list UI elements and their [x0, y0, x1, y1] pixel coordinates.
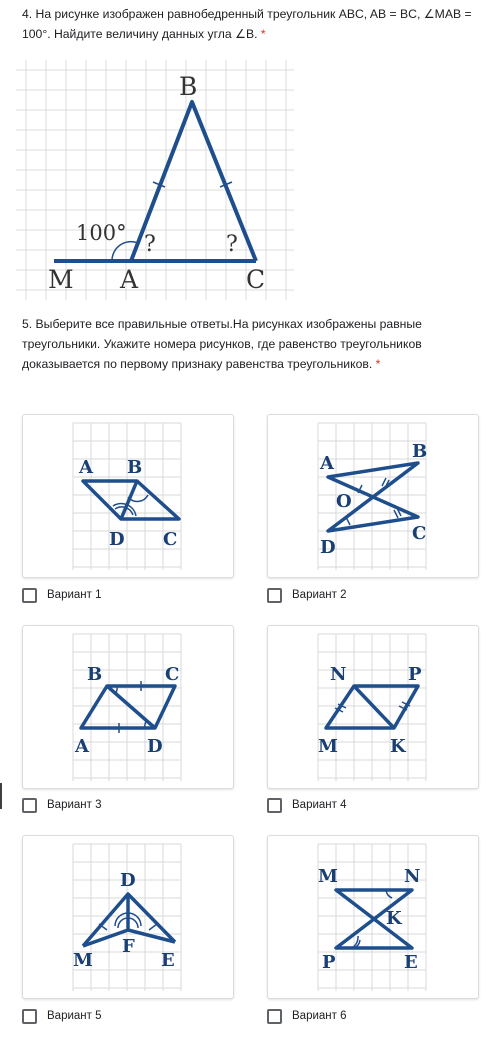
fig3-label-d: D — [147, 736, 163, 757]
option-3-checkbox-row[interactable] — [22, 796, 102, 814]
option-4-checkbox[interactable] — [267, 798, 282, 813]
question-4-title: 4. На рисунке изображен равнобедренный треугольник ABC, AB = BC, ∠MAB = 100°. Найдите величину данных угла ∠B. — [22, 7, 472, 41]
fig4-label-m: M — [318, 736, 338, 757]
option-5-label: Вариант 5 — [47, 1010, 102, 1022]
fig3-label-a: A — [75, 736, 89, 757]
option-1-checkbox-row[interactable] — [22, 586, 102, 604]
fig5-label-e: E — [161, 950, 175, 971]
option-4-label: Вариант 4 — [292, 799, 347, 811]
fig5-label-d: D — [120, 870, 136, 891]
question-5-text — [22, 314, 477, 374]
fig6-label-e: E — [404, 952, 418, 973]
option-3-checkbox[interactable] — [22, 798, 37, 813]
option-2-label: Вариант 2 — [292, 589, 347, 601]
fig6-label-p: P — [322, 952, 336, 973]
option-2-checkbox[interactable] — [267, 588, 282, 603]
fig6-label-n: N — [404, 866, 421, 887]
fig2-label-d: D — [320, 537, 336, 558]
fig2-label-a: A — [320, 453, 334, 474]
fig6-label-m: M — [318, 866, 338, 887]
option-4-image — [267, 625, 479, 789]
option-6-image — [267, 835, 479, 999]
label-q1: ? — [144, 232, 156, 257]
required-asterisk: * — [375, 357, 381, 371]
option-6-checkbox[interactable] — [267, 1009, 282, 1024]
option-3-image — [22, 625, 234, 789]
fig4-label-k: K — [390, 736, 406, 757]
scroll-marker — [0, 783, 2, 809]
fig1-label-b: B — [127, 457, 143, 478]
label-angle-100: 100° — [76, 221, 127, 245]
option-1-label: Вариант 1 — [47, 589, 102, 601]
label-q2: ? — [226, 232, 238, 257]
label-b: B — [179, 72, 198, 101]
option-5-checkbox[interactable] — [22, 1009, 37, 1024]
fig5-label-m: M — [73, 950, 93, 971]
label-m: M — [48, 265, 74, 294]
option-1-checkbox[interactable] — [22, 588, 37, 603]
fig2-label-o: O — [336, 491, 352, 512]
fig6-label-k: K — [386, 908, 402, 929]
option-6-label: Вариант 6 — [292, 1010, 347, 1022]
fig2-label-b: B — [412, 441, 428, 462]
fig1-label-d: D — [109, 529, 125, 550]
fig3-label-b: B — [87, 664, 103, 685]
fig1-label-a: A — [79, 457, 93, 478]
fig5-label-f: F — [122, 936, 135, 957]
question-4-figure — [16, 60, 294, 300]
fig3-label-c: C — [165, 664, 180, 685]
fig4-label-n: N — [330, 664, 347, 685]
question-4-text — [22, 4, 477, 44]
option-6-checkbox-row[interactable] — [267, 1007, 347, 1025]
option-2-image — [267, 414, 479, 578]
option-2-checkbox-row[interactable] — [267, 586, 347, 604]
fig1-label-c: C — [163, 529, 178, 550]
fig4-label-p: P — [408, 664, 422, 685]
option-1-image — [22, 414, 234, 578]
option-4-checkbox-row[interactable] — [267, 796, 347, 814]
option-5-image — [22, 835, 234, 999]
question-5-title: 5. Выберите все правильные ответы.На рисунках изображены равные треугольники. Укажите номера рисунков, где равенство треугольников доказывается по первому признаку равенства треугольников. — [22, 317, 422, 371]
fig2-label-c: C — [412, 523, 427, 544]
label-c: C — [246, 265, 266, 294]
option-5-checkbox-row[interactable] — [22, 1007, 102, 1025]
required-asterisk: * — [260, 27, 266, 41]
label-a: A — [120, 265, 139, 294]
option-3-label: Вариант 3 — [47, 799, 102, 811]
